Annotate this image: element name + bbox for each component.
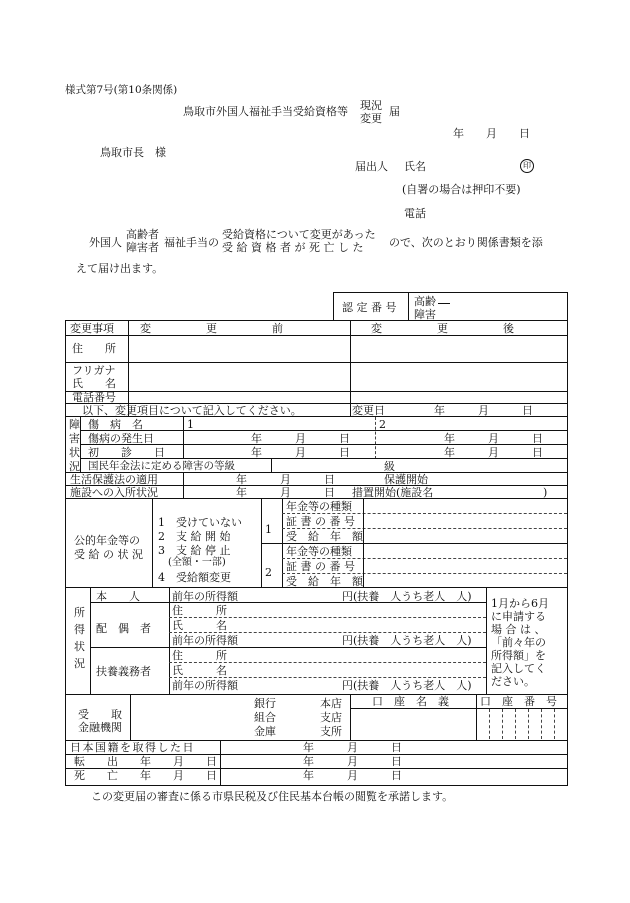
pension2-cert: 証 書 の 番 号 <box>286 560 355 573</box>
address-after-field[interactable] <box>351 336 565 362</box>
disability-side-4: 況 <box>69 460 80 473</box>
form-title: 鳥取市外国人福祉手当受給資格等 <box>183 105 348 118</box>
disability-side-2: 害 <box>69 432 80 445</box>
intro-line2: えて届け出ます。 <box>76 262 164 275</box>
name-after-field[interactable] <box>351 363 565 391</box>
death-label: 死 亡 年 月 日 <box>74 769 217 782</box>
onset-date-2: 年 月 日 <box>444 432 543 445</box>
intro-prefix: 外国人 <box>89 236 122 249</box>
intro-type-options <box>126 228 159 254</box>
disability-side-3: 状 <box>69 446 80 459</box>
illness-label: 傷 病 名 <box>88 418 143 431</box>
pension1-amount: 受 給 年 額 <box>286 530 363 543</box>
income-note-3: 場 合 は 、 <box>491 623 546 636</box>
self-prev-income: 前年の所得額 <box>172 590 238 603</box>
pension-label-1: 公的年金等の <box>74 534 140 547</box>
facility-label: 施設への入所状況 <box>70 486 158 499</box>
main-form-table <box>65 320 568 786</box>
phone-label: 電話 <box>404 207 426 220</box>
spouse-name: 氏 名 <box>172 619 227 632</box>
spouse-yen: 円(扶養 人うち老人 人) <box>342 634 472 647</box>
header-after: 変 更 後 <box>371 322 514 335</box>
change-date-label: 変更日 <box>352 404 385 417</box>
illness-num-1: 1 <box>187 418 194 431</box>
bank-type-union: 組合 <box>254 711 276 724</box>
bank-label-2: 金融機関 <box>78 721 122 734</box>
moved-out-date: 年 月 日 <box>303 755 402 768</box>
income-side-4: 況 <box>74 657 85 670</box>
name-before-field[interactable] <box>129 363 349 391</box>
pension-status-3: 3 支 給 停 止 <box>158 544 231 557</box>
consent-footer: この変更届の審査に係る市県民税及び住民基本台帳の閲覧を承諾します。 <box>91 790 454 803</box>
pension-status-1: 1 受けていない <box>158 516 242 529</box>
illness-num-2: 2 <box>379 418 386 431</box>
dependent-name: 氏 名 <box>172 664 227 677</box>
facility-date: 年 月 日 <box>236 486 335 499</box>
account-name-label: 口 座 名 義 <box>372 695 449 708</box>
spouse-address: 住 所 <box>172 604 227 617</box>
branch-type-head: 本店 <box>320 697 342 710</box>
title-suffix: 届 <box>389 105 400 118</box>
address-before-field[interactable] <box>129 336 349 362</box>
cert-number-box <box>333 292 568 321</box>
form-number: 様式第7号(第10条関係) <box>65 84 178 96</box>
pension1-cert: 証 書 の 番 号 <box>286 515 355 528</box>
income-side-3: 状 <box>74 640 85 653</box>
branch-type-office: 支所 <box>320 725 342 738</box>
income-note-4: 「前々年の <box>491 636 546 649</box>
addressee: 鳥取市長 様 <box>100 146 166 159</box>
intro-reason-change: 受給資格について変更があった <box>222 228 376 241</box>
income-note-7: ださい。 <box>491 675 535 688</box>
pension-group-1: 1 <box>265 523 272 536</box>
submission-date: 年 月 日 <box>453 127 530 140</box>
pension-group-2: 2 <box>265 566 272 579</box>
grade-unit: 級 <box>384 460 395 473</box>
furigana-label: フリガナ <box>72 364 116 377</box>
pension1-type: 年金等の種類 <box>286 500 352 513</box>
cert-option-elderly: 高齢 <box>414 295 436 308</box>
income-note-5: 所得額」を <box>491 649 546 662</box>
account-number-label: 口 座 番 号 <box>480 695 557 708</box>
pension2-amount: 受 給 年 額 <box>286 575 363 588</box>
pension-status-2: 2 支 給 開 始 <box>158 530 231 543</box>
disability-side-1: 障 <box>69 418 80 431</box>
title-option-current: 現況 <box>360 99 382 112</box>
spouse-prev-income: 前年の所得額 <box>172 634 238 647</box>
income-note-6: 記入してく <box>491 662 546 675</box>
welfare-start: 保護開始 <box>384 473 428 486</box>
spouse-label: 配 偶 者 <box>96 622 151 635</box>
cert-option-disabled: 障害 <box>414 308 436 321</box>
onset-label: 傷病の発生日 <box>88 432 154 445</box>
income-note-1: 1月から6月 <box>491 597 549 610</box>
self-label: 本 人 <box>96 590 140 603</box>
japan-nationality-date: 年 月 日 <box>303 741 402 754</box>
dependent-label: 扶養義務者 <box>96 665 151 678</box>
dependent-yen: 円(扶養 人うち老人 人) <box>342 679 472 692</box>
address-label: 住 所 <box>72 342 116 355</box>
change-date-value: 年 月 日 <box>434 404 533 417</box>
bank-type-bank: 銀行 <box>254 697 276 710</box>
first-visit-label: 初 診 日 <box>88 446 165 459</box>
facility-paren: ) <box>543 486 548 499</box>
name-row-label: 氏 名 <box>72 377 116 390</box>
death-date: 年 月 日 <box>303 769 402 782</box>
header-before: 変 更 前 <box>140 322 283 335</box>
applicant-label: 届出人 <box>355 160 388 173</box>
income-side-1: 所 <box>74 606 85 619</box>
dependent-address: 住 所 <box>172 649 227 662</box>
welfare-date: 年 月 日 <box>236 473 335 486</box>
intro-suffix: ので、次のとおり関係書類を添 <box>389 236 543 249</box>
japan-nationality-label: 日本国籍を取得した日 <box>70 741 195 754</box>
bank-label-1: 受 取 <box>78 708 122 721</box>
facility-start: 措置開始(施設名 <box>352 486 434 499</box>
seal-mark: 印 <box>520 159 534 173</box>
branch-type-branch: 支店 <box>320 711 342 724</box>
grade-label: 国民年金法に定める障害の等級 <box>88 460 235 472</box>
intro-option-elderly: 高齢者 <box>126 228 159 241</box>
cert-number-label: 認 定 番 号 <box>342 301 397 314</box>
title-options <box>360 99 382 125</box>
intro-reason-death: 受 給 資 格 者 が 死 亡 し た <box>222 241 364 254</box>
pension-status-5: 4 受給額変更 <box>158 571 231 584</box>
pension2-type: 年金等の種類 <box>286 545 352 558</box>
notice-text: 以下、変更項目について記入してください。 <box>82 404 302 417</box>
phone-row-label: 電話番号 <box>72 391 116 404</box>
first-visit-date-1: 年 月 日 <box>251 446 350 459</box>
bank-type-vault: 金庫 <box>254 725 276 738</box>
moved-out-label: 転 出 年 月 日 <box>74 755 217 768</box>
pension-label-2: 受 給 の 状 況 <box>74 548 143 561</box>
pension-status-4: (全額・一部) <box>158 557 226 568</box>
header-change-item: 変更事項 <box>70 322 114 335</box>
name-label: 氏名 <box>404 160 426 173</box>
intro-mid: 福祉手当の <box>164 236 219 249</box>
intro-reason-options <box>222 228 376 254</box>
onset-date-1: 年 月 日 <box>251 432 350 445</box>
intro-option-disabled: 障害者 <box>126 241 159 254</box>
self-yen: 円(扶養 人うち老人 人) <box>342 590 472 603</box>
dependent-prev-income: 前年の所得額 <box>172 679 238 692</box>
first-visit-date-2: 年 月 日 <box>444 446 543 459</box>
welfare-label: 生活保護法の適用 <box>70 473 158 486</box>
sign-note: (自署の場合は押印不要) <box>402 183 521 196</box>
income-side-2: 得 <box>74 623 85 636</box>
title-option-change: 変更 <box>360 112 382 125</box>
income-note-2: に申請する <box>491 610 546 623</box>
